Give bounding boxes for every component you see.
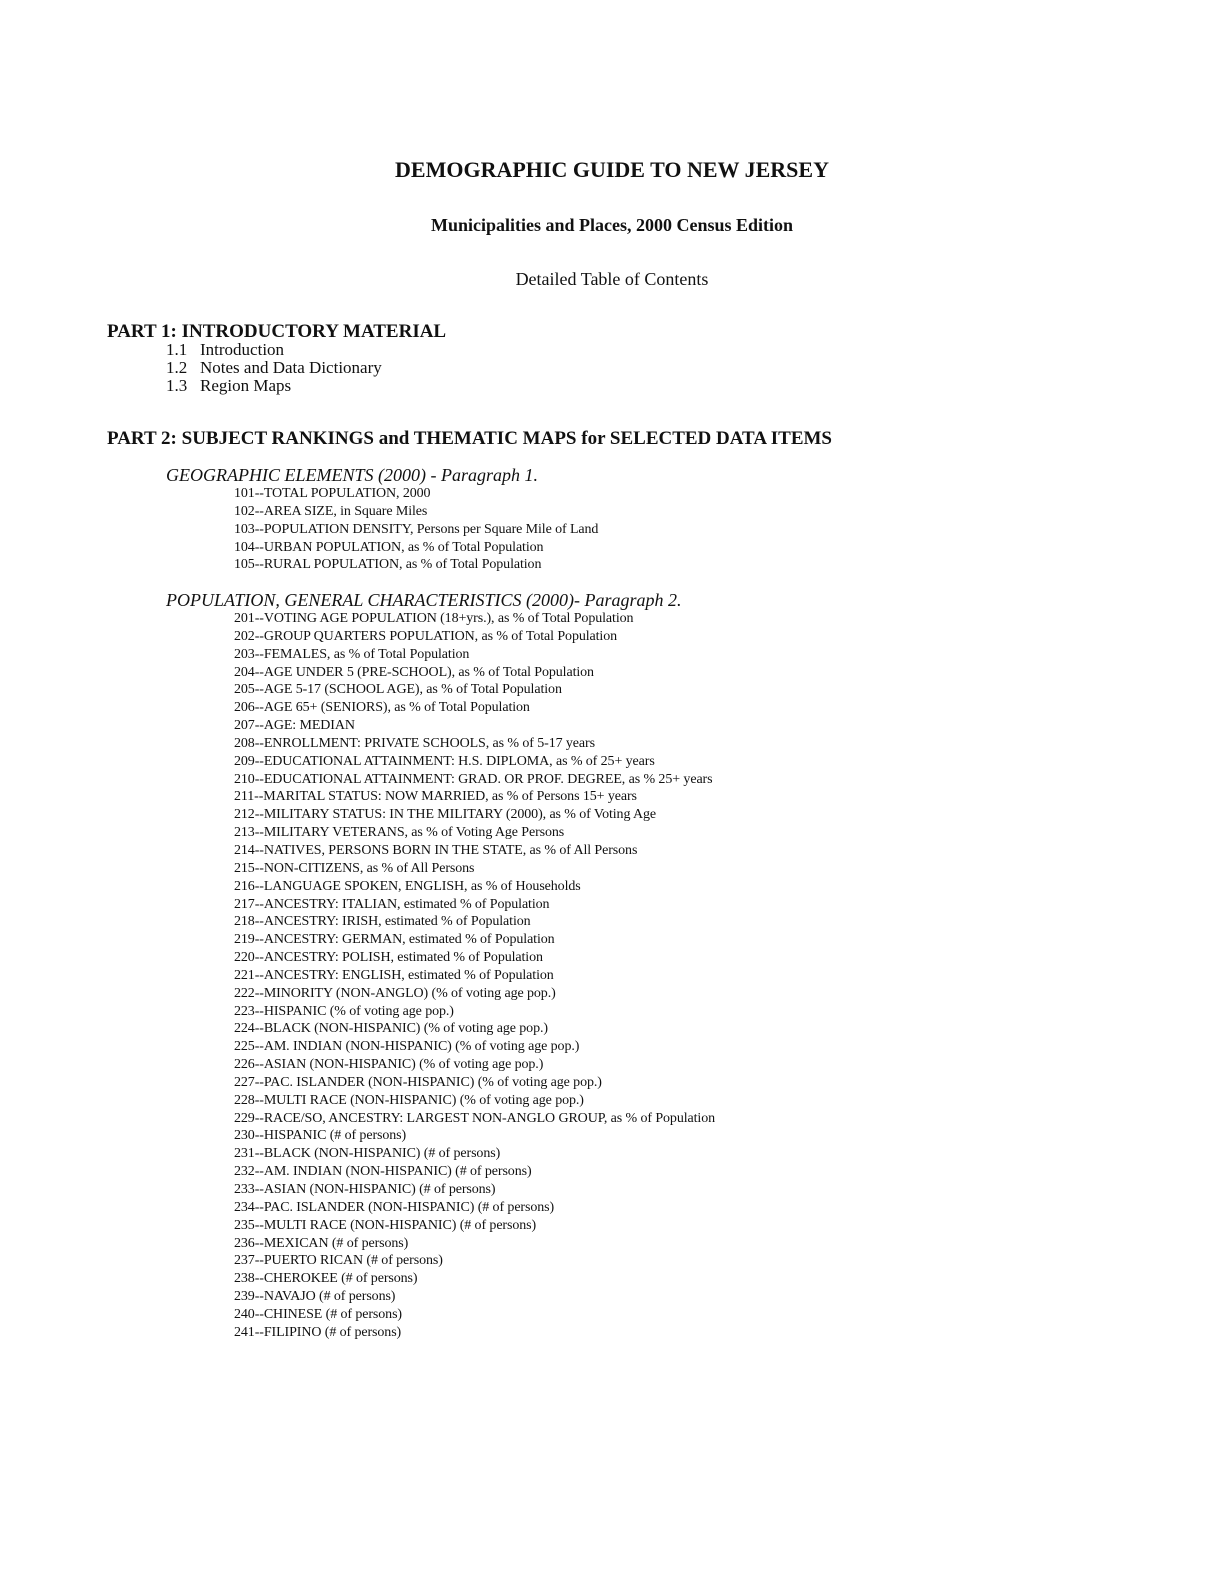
- toc-entry-number: 1.1: [166, 340, 188, 359]
- toc-entry-region-maps: [166, 377, 382, 395]
- toc-item: 202--GROUP QUARTERS POPULATION, as % of Total Population: [234, 628, 618, 644]
- document-subtitle: Municipalities and Places, 2000 Census Edition: [430, 215, 794, 235]
- toc-item: 214--NATIVES, PERSONS BORN IN THE STATE, as % of All Persons: [234, 842, 638, 858]
- toc-item: 218--ANCESTRY: IRISH, estimated % of Population: [234, 914, 531, 930]
- toc-entry-introduction: [166, 341, 382, 359]
- part1-heading: PART 1: INTRODUCTORY MATERIAL: [107, 321, 447, 342]
- toc-item: 232--AM. INDIAN (NON-HISPANIC) (# of persons): [234, 1164, 532, 1180]
- item-list-population-characteristics: [234, 610, 715, 1342]
- toc-item: 216--LANGUAGE SPOKEN, ENGLISH, as % of Households: [234, 878, 581, 894]
- toc-item: 241--FILIPINO (# of persons): [234, 1324, 402, 1340]
- toc-item: 205--AGE 5-17 (SCHOOL AGE), as % of Total Population: [234, 682, 562, 698]
- document-title: DEMOGRAPHIC GUIDE TO NEW JERSEY: [395, 157, 829, 182]
- toc-item: 212--MILITARY STATUS: IN THE MILITARY (2000), as % of Voting Age: [234, 807, 657, 823]
- toc-item: 228--MULTI RACE (NON-HISPANIC) (% of voting age pop.): [234, 1092, 584, 1108]
- toc-item: 209--EDUCATIONAL ATTAINMENT: H.S. DIPLOMA, as % of 25+ years: [234, 753, 655, 769]
- toc-item: 201--VOTING AGE POPULATION (18+yrs.), as % of Total Population: [234, 611, 634, 626]
- toc-item: 217--ANCESTRY: ITALIAN, estimated % of Population: [234, 896, 550, 912]
- toc-item: 204--AGE UNDER 5 (PRE-SCHOOL), as % of Total Population: [234, 664, 594, 680]
- toc-item: 103--POPULATION DENSITY, Persons per Square Mile of Land: [234, 521, 599, 537]
- toc-item: 102--AREA SIZE, in Square Miles: [234, 503, 428, 519]
- toc-item: 207--AGE: MEDIAN: [234, 718, 355, 734]
- toc-item: 229--RACE/SO, ANCESTRY: LARGEST NON-ANGLO GROUP, as % of Population: [234, 1110, 715, 1126]
- part1-list: [166, 341, 382, 395]
- toc-item: 235--MULTI RACE (NON-HISPANIC) (# of persons): [234, 1217, 537, 1233]
- toc-item: 224--BLACK (NON-HISPANIC) (% of voting age pop.): [234, 1021, 548, 1037]
- toc-item: 105--RURAL POPULATION, as % of Total Population: [234, 557, 542, 573]
- toc-item: 203--FEMALES, as % of Total Population: [234, 646, 470, 662]
- toc-item: 227--PAC. ISLANDER (NON-HISPANIC) (% of voting age pop.): [234, 1074, 602, 1090]
- section-heading-geographic-elements: GEOGRAPHIC ELEMENTS (2000) - Paragraph 1.: [166, 465, 538, 485]
- toc-entry-label: Introduction: [200, 340, 285, 359]
- toc-item: 211--MARITAL STATUS: NOW MARRIED, as % of Persons 15+ years: [234, 789, 637, 805]
- toc-entry-notes-data-dictionary: [166, 359, 382, 377]
- part2-heading: PART 2: SUBJECT RANKINGS and THEMATIC MAPS for SELECTED DATA ITEMS: [107, 428, 832, 449]
- toc-item: 233--ASIAN (NON-HISPANIC) (# of persons): [234, 1182, 496, 1197]
- toc-heading: Detailed Table of Contents: [515, 269, 709, 289]
- toc-item: 234--PAC. ISLANDER (NON-HISPANIC) (# of persons): [234, 1199, 555, 1215]
- toc-item: 237--PUERTO RICAN (# of persons): [234, 1253, 443, 1269]
- toc-item: 238--CHEROKEE (# of persons): [234, 1271, 418, 1287]
- toc-item: 215--NON-CITIZENS, as % of All Persons: [234, 860, 475, 876]
- item-list-geographic-elements: [234, 485, 598, 574]
- toc-entry-number: 1.2: [166, 358, 188, 377]
- toc-item: 206--AGE 65+ (SENIORS), as % of Total Population: [234, 700, 530, 716]
- toc-item: 239--NAVAJO (# of persons): [234, 1289, 396, 1305]
- toc-item: 210--EDUCATIONAL ATTAINMENT: GRAD. OR PROF. DEGREE, as % 25+ years: [234, 771, 713, 787]
- toc-entry-label: Notes and Data Dictionary: [200, 358, 382, 377]
- toc-item: 104--URBAN POPULATION, as % of Total Population: [234, 539, 544, 555]
- toc-item: 220--ANCESTRY: POLISH, estimated % of Population: [234, 950, 543, 966]
- toc-item: 231--BLACK (NON-HISPANIC) (# of persons): [234, 1146, 501, 1162]
- toc-item: 223--HISPANIC (% of voting age pop.): [234, 1003, 454, 1019]
- toc-item: 221--ANCESTRY: ENGLISH, estimated % of Population: [234, 967, 554, 983]
- toc-item: 208--ENROLLMENT: PRIVATE SCHOOLS, as % of 5-17 years: [234, 735, 595, 751]
- toc-item: 230--HISPANIC (# of persons): [234, 1128, 407, 1144]
- toc-item: 236--MEXICAN (# of persons): [234, 1235, 409, 1251]
- toc-item: 240--CHINESE (# of persons): [234, 1306, 402, 1322]
- toc-entry-label: Region Maps: [200, 376, 292, 395]
- toc-item: 213--MILITARY VETERANS, as % of Voting Age Persons: [234, 825, 565, 841]
- toc-entry-number: 1.3: [166, 376, 188, 395]
- section-heading-population-characteristics: POPULATION, GENERAL CHARACTERISTICS (2000)- Paragraph 2.: [166, 590, 682, 610]
- toc-item: 226--ASIAN (NON-HISPANIC) (% of voting age pop.): [234, 1057, 544, 1073]
- toc-item: 222--MINORITY (NON-ANGLO) (% of voting age pop.): [234, 985, 556, 1001]
- toc-item: 225--AM. INDIAN (NON-HISPANIC) (% of voting age pop.): [234, 1039, 580, 1055]
- toc-item: 219--ANCESTRY: GERMAN, estimated % of Population: [234, 932, 555, 948]
- toc-item: 101--TOTAL POPULATION, 2000: [234, 486, 431, 501]
